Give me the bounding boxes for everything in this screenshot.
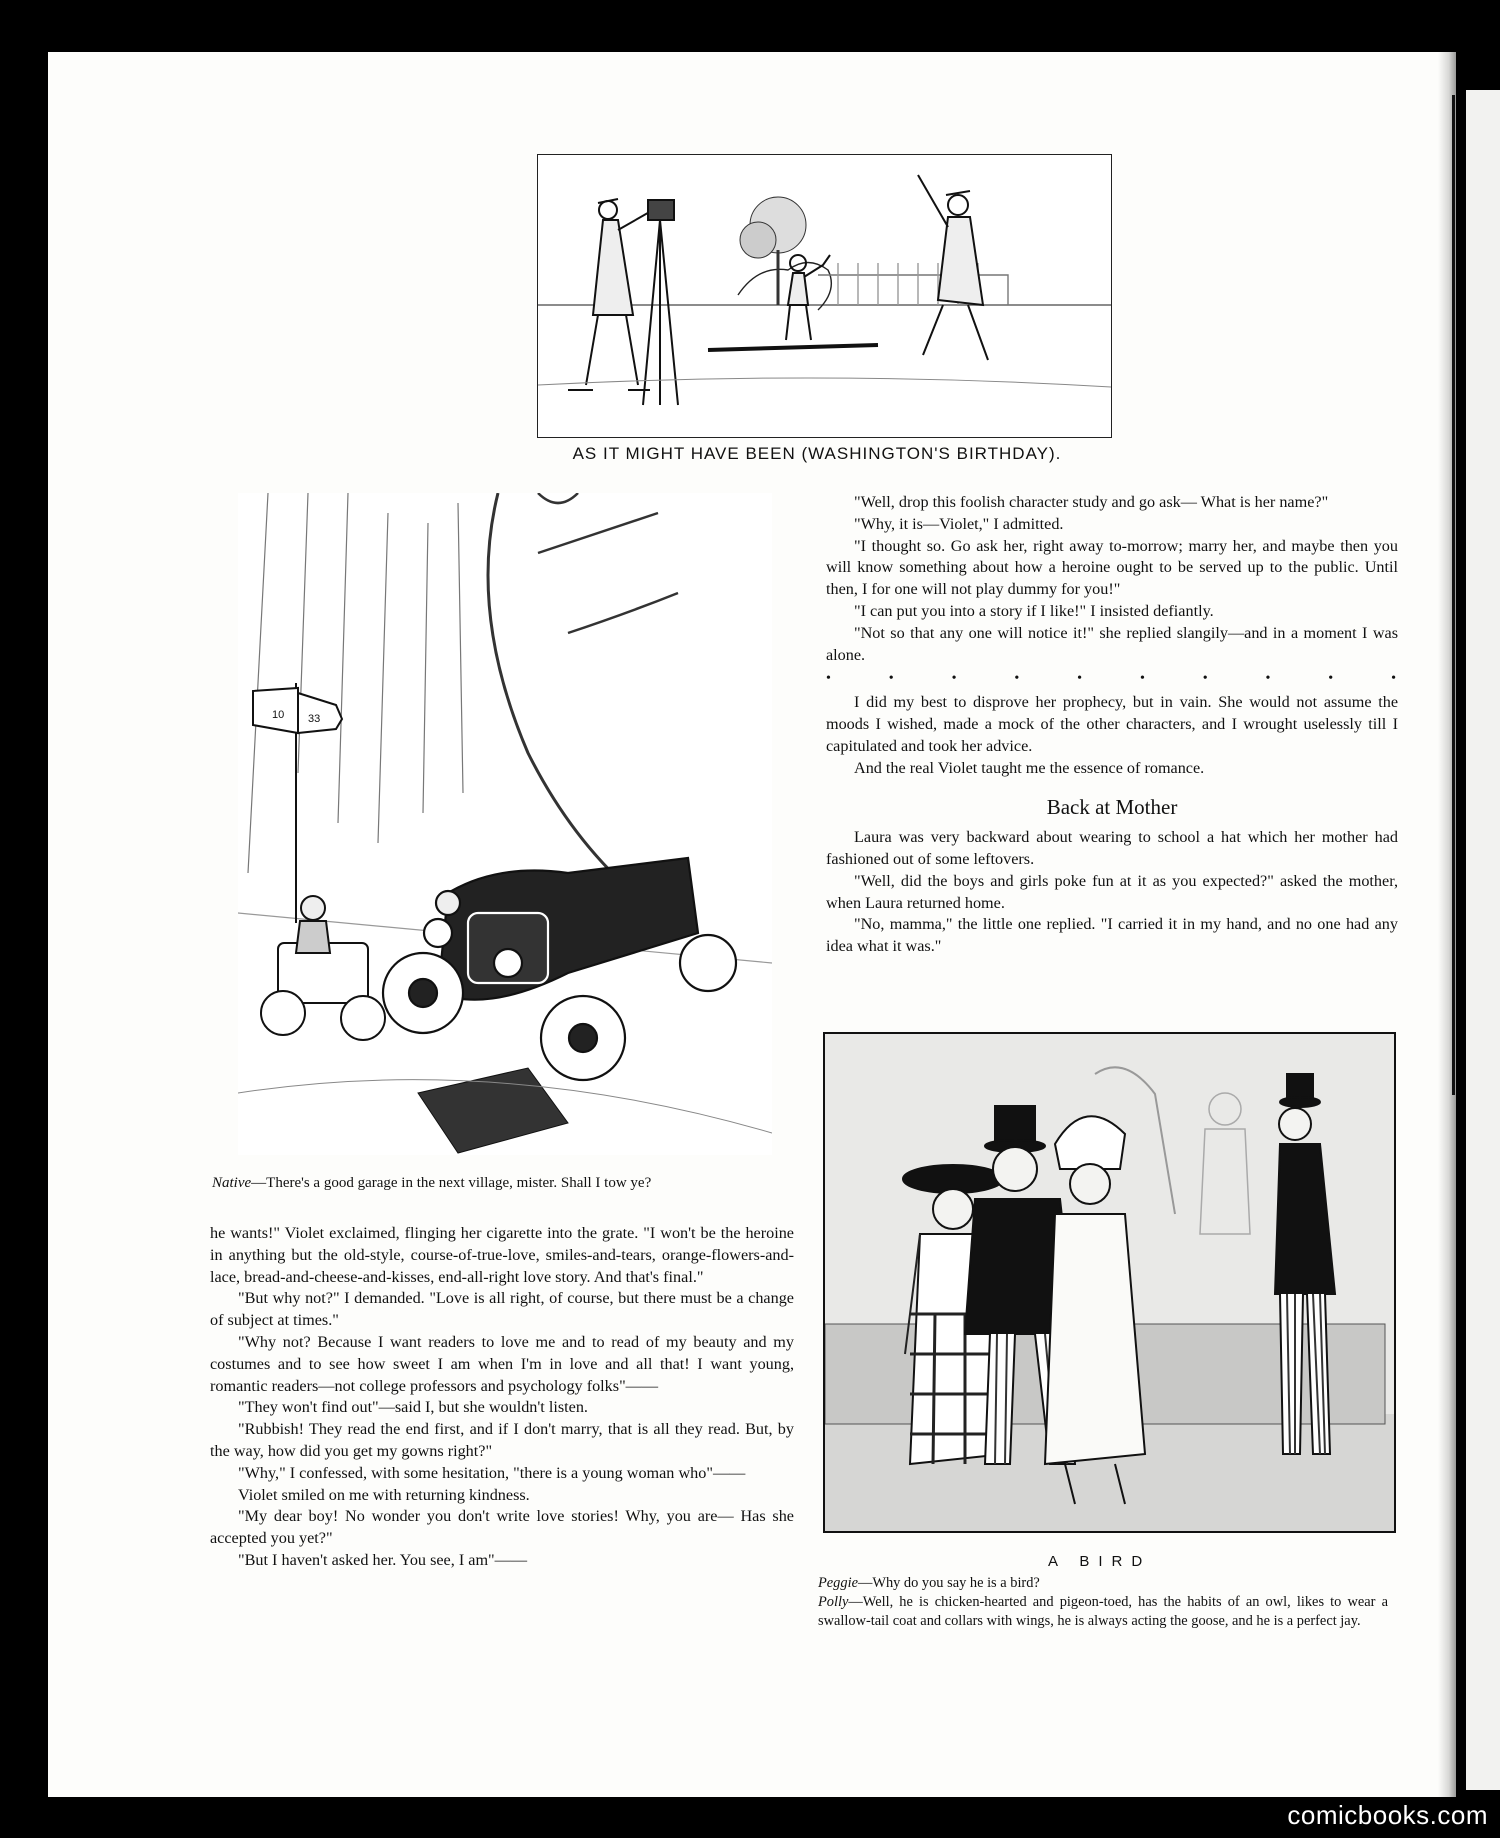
article-paragraph: Laura was very backward about wearing to school a hat which her mother had fashioned out of some leftovers. bbox=[826, 828, 1398, 868]
story-paragraph: "But I haven't asked her. You see, I am"—— bbox=[238, 1550, 528, 1569]
article-heading: Back at Mother bbox=[1046, 795, 1178, 820]
story-paragraph: "I can put you into a story if I like!" I insisted defiantly. bbox=[854, 601, 1214, 620]
speaker-polly: Polly bbox=[818, 1594, 849, 1610]
story-paragraph: Violet smiled on me with returning kindness. bbox=[238, 1485, 530, 1504]
article-paragraph: "No, mamma," the little one replied. "I carried it in my hand, and no one had any idea what it was." bbox=[826, 915, 1398, 956]
story-paragraph: "But why not?" I demanded. "Love is all right, of course, but there must be a change of subject at times." bbox=[210, 1289, 794, 1330]
story-paragraph: he wants!" Violet exclaimed, flinging her cigarette into the grate. "I won't be the heroine in anything but the old-style, course-of-true-love, smiles-and-tears, orange-flowers-and-lace, bread-and-cheese-and-kisses, end-all-right love story. And that's final." bbox=[210, 1224, 794, 1286]
bird-cartoon-illustration bbox=[823, 1032, 1396, 1533]
speaker-peggie: Peggie bbox=[818, 1575, 858, 1591]
next-page-edge bbox=[1466, 90, 1500, 1790]
binding-mark bbox=[1452, 95, 1455, 1095]
watermark-text: comicbooks.com bbox=[1287, 1800, 1488, 1830]
story-paragraph: I did my best to disprove her prophecy, but in vain. She would not assume the moods I wished, made a mock of the other characters, and I wrought uselessly till I capitulated and took her advice. bbox=[826, 693, 1398, 755]
story-paragraph: "My dear boy! No wonder you don't write love stories! Why, you are— Has she accepted you yet?" bbox=[210, 1507, 794, 1548]
story-paragraph: "Why," I confessed, with some hesitation, "there is a young woman who"—— bbox=[238, 1463, 746, 1482]
section-break-dots: • • • • • • • • • • bbox=[826, 671, 1398, 687]
left-story-column bbox=[210, 1223, 794, 1572]
bird-cartoon-title: A BIRD bbox=[1048, 1553, 1152, 1570]
story-paragraph: "I thought so. Go ask her, right away to-morrow; marry her, and maybe then you will know something about how a heroine ought to be served up to the public. Until then, I for one will not play dummy for you!" bbox=[826, 536, 1398, 599]
story-paragraph: "Well, drop this foolish character study and go ask— What is her name?" bbox=[854, 493, 1329, 511]
story-paragraph: And the real Violet taught me the essence of romance. bbox=[854, 758, 1205, 777]
right-story-column bbox=[826, 492, 1398, 958]
bird-cartoon-dialogue bbox=[818, 1574, 1388, 1631]
car-caption-text: —There's a good garage in the next village, mister. Shall I tow ye? bbox=[251, 1175, 652, 1191]
car-illustration bbox=[238, 493, 772, 1155]
story-paragraph: "Rubbish! They read the end first, and if I don't marry, that is all they read. But, by the way, how did you get my gowns right?" bbox=[210, 1420, 794, 1460]
signpost-left-number: 10 bbox=[272, 709, 285, 721]
washington-illustration bbox=[537, 154, 1112, 438]
article-paragraph: "Well, did the boys and girls poke fun at it as you expected?" asked the mother, when Laura returned home. bbox=[826, 871, 1398, 912]
story-paragraph: "They won't find out"—said I, but she wouldn't listen. bbox=[238, 1398, 588, 1417]
car-caption-speaker: Native bbox=[212, 1175, 252, 1191]
line-polly: —Well, he is chicken-hearted and pigeon-toed, has the habits of an owl, likes to wear a swallow-tail coat and collars with wings, he is always acting the goose, and he is a perfect jay. bbox=[818, 1594, 1388, 1629]
top-illustration-caption: AS IT MIGHT HAVE BEEN (WASHINGTON'S BIRTHDAY). bbox=[572, 444, 1062, 463]
line-peggie: —Why do you say he is a bird? bbox=[857, 1575, 1040, 1591]
story-paragraph: "Not so that any one will notice it!" she replied slangily—and in a moment I was alone. bbox=[826, 623, 1398, 664]
dialogue-line-2 bbox=[818, 1593, 1388, 1631]
story-paragraph: "Why, it is—Violet," I admitted. bbox=[854, 514, 1064, 533]
story-paragraph: "Why not? Because I want readers to love me and to read of my beauty and my costumes and to see how sweet I am when I'm in love and all that! I want young, romantic readers—not college professors and psychology folks"—— bbox=[210, 1332, 794, 1395]
signpost-right-number: 33 bbox=[308, 713, 321, 725]
car-caption bbox=[212, 1175, 802, 1192]
dialogue-line-1 bbox=[818, 1574, 1388, 1593]
